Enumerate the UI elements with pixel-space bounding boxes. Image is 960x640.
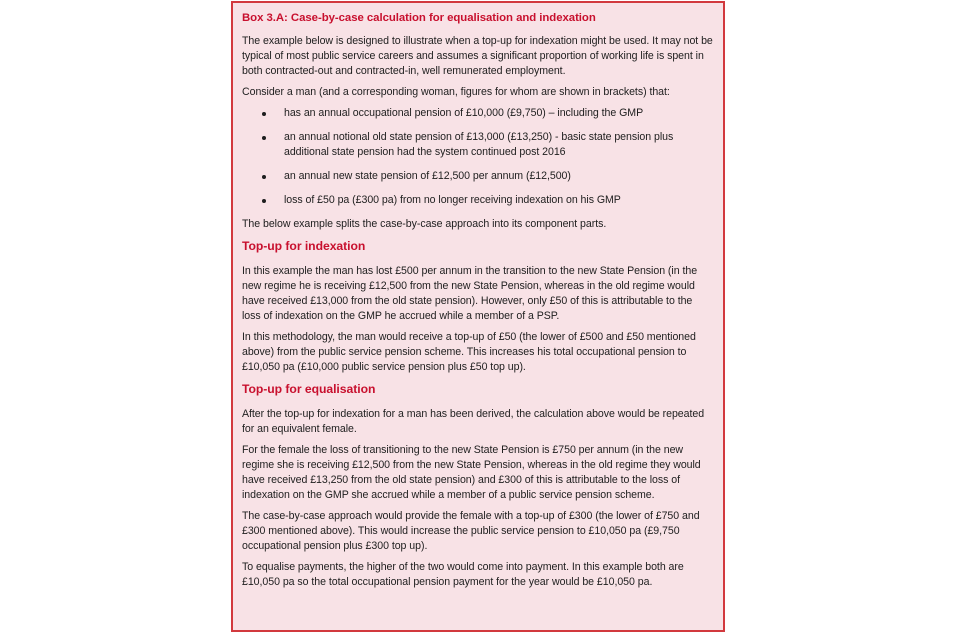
paragraph: To equalise payments, the higher of the two would come into payment. In this example both are £10,050 pa so the total occupational pension payment for the year would be £10,050 pa. — [242, 561, 684, 588]
case-study-box — [231, 1, 725, 632]
bullet-icon — [262, 175, 266, 179]
bullet-icon — [262, 112, 266, 116]
paragraph: In this methodology, the man would receive a top-up of £50 (the lower of £500 and £50 mentioned above) from the public service pension scheme. This increases his total occupational pension to £10,050 pa (£10,000 public service pension plus £50 top up). — [242, 331, 696, 373]
intro-paragraph: The example below is designed to illustrate when a top-up for indexation might be used. It may not be typical of most public service careers and assumes a significant proportion of working life is spent in both contracted-out and contracted-in, well remunerated employment. — [242, 35, 713, 77]
assumption-list — [242, 106, 713, 208]
consider-paragraph: Consider a man (and a corresponding woman, figures for whom are shown in brackets) that: — [242, 86, 670, 98]
bullet-icon — [262, 136, 266, 140]
list-item — [242, 106, 713, 121]
list-item-text: has an annual occupational pension of £10,000 (£9,750) – including the GMP — [284, 107, 644, 119]
list-item — [242, 169, 713, 184]
paragraph: For the female the loss of transitioning to the new State Pension is £750 per annum (in the new regime she is receiving £12,500 from the new State Pension, whereas in the old regime they would have received £13,250 from the old state pension) and £300 of this is attributable to the loss of indexation on the GMP she accrued while a member of a public service pension scheme. — [242, 444, 701, 501]
section-equalisation — [242, 381, 713, 590]
list-item-text: loss of £50 pa (£300 pa) from no longer receiving indexation on his GMP — [284, 194, 621, 206]
section-indexation — [242, 238, 713, 375]
section-heading: Top-up for equalisation — [242, 382, 376, 396]
section-heading: Top-up for indexation — [242, 239, 366, 253]
list-item-text: an annual notional old state pension of £13,000 (£13,250) - basic state pension plus additional state pension had the system continued post 2016 — [284, 131, 674, 158]
paragraph: In this example the man has lost £500 per annum in the transition to the new State Pension (in the new regime he is receiving £12,500 from the new State Pension, whereas in the old regime would have received £13,000 from the old state pension). However, only £50 of this is attributable to the loss of indexation on the GMP he accrued while a member of a PSP. — [242, 265, 698, 322]
split-paragraph: The below example splits the case-by-case approach into its component parts. — [242, 218, 607, 230]
list-item — [242, 130, 713, 160]
paragraph: After the top-up for indexation for a man has been derived, the calculation above would be repeated for an equivalent female. — [242, 408, 705, 435]
bullet-icon — [262, 199, 266, 203]
paragraph: The case-by-case approach would provide the female with a top-up of £300 (the lower of £750 and £300 mentioned above). This would increase the public service pension to £10,050 pa (£9,750 occupational pension plus £300 top up). — [242, 510, 700, 552]
box-title: Box 3.A: Case-by-case calculation for equalisation and indexation — [242, 12, 596, 24]
list-item-text: an annual new state pension of £12,500 per annum (£12,500) — [284, 170, 571, 182]
list-item — [242, 193, 713, 208]
